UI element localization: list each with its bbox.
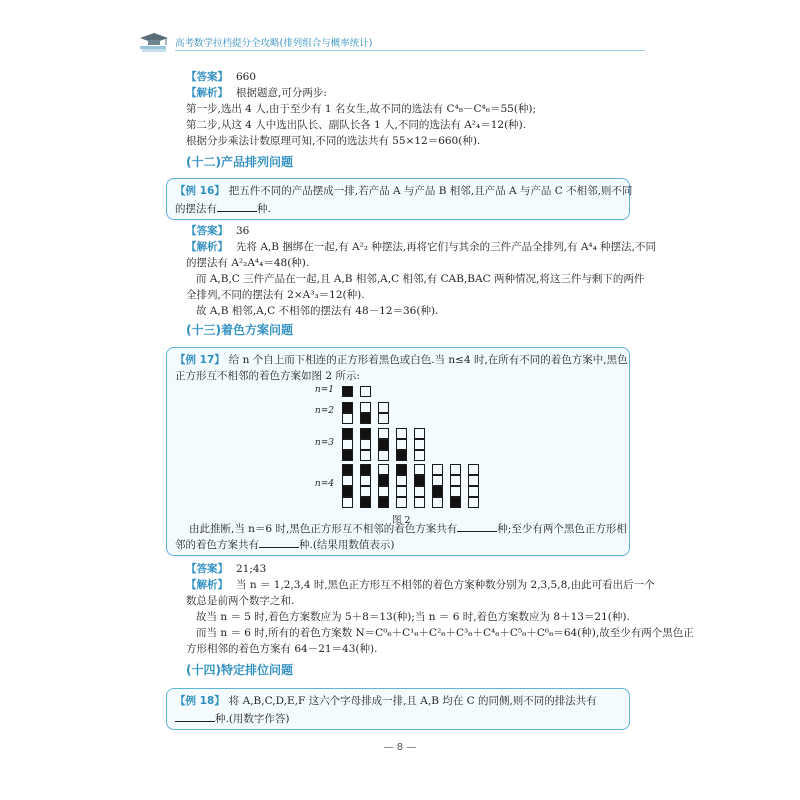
analysis-text: 故 A,B 相邻,A,C 不相邻的摆法有 48－12＝36(种).	[196, 305, 439, 317]
example-16-line1	[175, 184, 632, 199]
answer-tag: 【答案】	[186, 71, 228, 83]
row-label: n=2	[314, 406, 334, 416]
white-square	[378, 450, 389, 461]
answer-blank	[457, 520, 497, 532]
black-square	[378, 475, 389, 486]
example-16-text: 把五件不同的产品摆成一排,若产品 A 与产品 B 相邻,且产品 A 与产品 C 不相邻,则不同	[228, 185, 633, 197]
analysis-text: 故当 n ＝ 5 时,着色方案数应为 5＋8＝13(种);当 n ＝ 6 时,着色方案数应为 8＋13＝21(种).	[196, 611, 630, 623]
figure-caption: 图 2	[392, 515, 411, 526]
example-17-text: 给 n 个自上而下相连的正方形着黑色或白色.当 n≤4 时,在所有不同的着色方案中,黑色	[228, 354, 628, 366]
header-rule	[175, 50, 645, 51]
black-square	[342, 486, 353, 497]
analysis-text: 先将 A,B 捆绑在一起,有 A²₂ 种摆法,再将它们与其余的三件产品全排列,有 A⁴₄ 种摆法,不同	[236, 241, 657, 253]
white-square	[432, 497, 443, 508]
white-square	[342, 497, 353, 508]
example-17-line2: 正方形互不相邻的着色方案如图 2 所示:	[175, 370, 360, 382]
answer-value: 21;43	[236, 563, 267, 575]
white-square	[414, 486, 425, 497]
analysis-tag: 【解析】	[186, 579, 228, 591]
analysis-tag: 【解析】	[186, 241, 228, 253]
white-square	[450, 486, 461, 497]
white-square	[450, 475, 461, 486]
answer-blank	[259, 536, 299, 548]
answer-line-prev	[186, 70, 256, 85]
black-square	[342, 450, 353, 461]
analysis-text: 第二步,从这 4 人中选出队长、副队长各 1 人,不同的选法有 A²₄＝12(种).	[186, 119, 527, 131]
answer-blank	[175, 710, 215, 722]
section-title-13: (十三)着色方案问题	[186, 323, 293, 337]
black-square	[396, 464, 407, 475]
white-square	[360, 386, 371, 397]
analysis-text: 方形相邻的着色方案有 64－21＝43(种).	[186, 643, 378, 655]
analysis-text: 当 n ＝ 1,2,3,4 时,黑色正方形互不相邻的着色方案种数分别为 2,3,5,8,由此可看出后一个	[236, 579, 655, 591]
analysis-text: 而 A,B,C 三件产品在一起,且 A,B 相邻,A,C 相邻,有 CAB,BAC 两种情况,将这三件与剩下的两件	[196, 273, 645, 285]
example-17-text: 邻的着色方案共有	[175, 539, 259, 551]
white-square	[342, 413, 353, 424]
analysis-line-prev	[186, 86, 327, 101]
example-16-box	[166, 178, 633, 220]
graduation-cap-icon	[136, 30, 172, 54]
white-square	[378, 486, 389, 497]
white-square	[378, 402, 389, 413]
row-label: n=3	[314, 437, 334, 448]
example-17-tag: 【例 17】	[175, 354, 225, 366]
white-square	[450, 464, 461, 475]
example-17-text: 由此推断,当 n＝6 时,黑色正方形互不相邻的着色方案共有	[189, 523, 458, 535]
white-square	[414, 497, 425, 508]
white-square	[360, 439, 371, 450]
example-18-box	[166, 688, 630, 730]
black-square	[360, 428, 371, 439]
black-square	[360, 497, 371, 508]
example-17-text: 种;至少有两个黑色正方形相	[497, 523, 627, 535]
analysis-text: 根据题意,可分两步:	[236, 87, 327, 99]
white-square	[378, 428, 389, 439]
white-square	[360, 475, 371, 486]
white-square	[360, 402, 371, 413]
white-square	[432, 464, 443, 475]
answer-line-17	[186, 562, 266, 577]
example-18-tag: 【例 18】	[175, 695, 225, 707]
example-18-line1	[175, 694, 597, 709]
analysis-text: 而当 n ＝ 6 时,所有的着色方案数 N＝C⁰₆＋C¹₆＋C²₆＋C³₆＋C⁴₆＋C⁵₆＋C⁶₆＝64(种),故至少有两个黑色正	[196, 627, 694, 639]
example-18-line2	[175, 710, 290, 727]
white-square	[378, 413, 389, 424]
black-square	[378, 497, 389, 508]
white-square	[432, 475, 443, 486]
section-title-14: (十四)特定排位问题	[186, 663, 293, 677]
black-square	[396, 450, 407, 461]
example-18-text: 种.(用数字作答)	[215, 713, 290, 725]
white-square	[342, 475, 353, 486]
analysis-text: 根据分步乘法计数原理可知,不同的选法共有 55×12＝660(种).	[186, 135, 481, 147]
example-16-text: 的摆法有	[175, 203, 217, 215]
example-16-line2	[175, 200, 271, 217]
example-18-text: 将 A,B,C,D,E,F 这六个字母排成一排,且 A,B 均在 C 的同侧,则不同的排法共有	[228, 695, 597, 707]
example-17-text: 种.(结果用数值表示)	[299, 539, 395, 551]
white-square	[396, 428, 407, 439]
row-label: n=4	[314, 479, 334, 489]
analysis-text: 的摆法有 A²₂A⁴₄＝48(种).	[186, 257, 310, 269]
white-square	[414, 450, 425, 461]
white-square	[396, 475, 407, 486]
analysis-line-16	[186, 240, 656, 255]
white-square	[396, 486, 407, 497]
black-square	[360, 413, 371, 424]
white-square	[414, 428, 425, 439]
analysis-tag: 【解析】	[186, 87, 228, 99]
white-square	[396, 439, 407, 450]
black-square	[342, 402, 353, 413]
answer-line-16	[186, 224, 249, 239]
section-title-12: (十二)产品排列问题	[186, 155, 293, 169]
black-square	[342, 428, 353, 439]
black-square	[432, 486, 443, 497]
white-square	[468, 486, 479, 497]
white-square	[360, 486, 371, 497]
black-square	[360, 464, 371, 475]
white-square	[378, 464, 389, 475]
black-square	[414, 475, 425, 486]
white-square	[396, 497, 407, 508]
answer-blank	[217, 200, 257, 212]
row-label: n=1	[314, 384, 334, 395]
example-16-tag: 【例 16】	[175, 185, 225, 197]
example-16-text: 种.	[257, 203, 271, 215]
analysis-line-17	[186, 578, 655, 593]
black-square	[378, 439, 389, 450]
page-number: — 8 —	[383, 742, 417, 753]
example-17-line4	[175, 536, 395, 553]
black-square	[450, 497, 461, 508]
black-square	[342, 464, 353, 475]
analysis-text: 全排列,不同的摆法有 2×A³₃＝12(种).	[186, 289, 365, 301]
white-square	[468, 464, 479, 475]
answer-tag: 【答案】	[186, 225, 228, 237]
white-square	[360, 450, 371, 461]
answer-value: 660	[236, 71, 257, 83]
white-square	[468, 497, 479, 508]
white-square	[414, 439, 425, 450]
white-square	[468, 475, 479, 486]
header-title: 高考数学拉档提分全攻略(排列组合与概率统计)	[175, 38, 373, 49]
answer-tag: 【答案】	[186, 563, 228, 575]
analysis-text: 第一步,选出 4 人,由于至少有 1 名女生,故不同的选法有 C⁴₈－C⁴₆＝55(种);	[186, 103, 537, 115]
example-17-line1	[175, 353, 628, 368]
answer-value: 36	[236, 225, 250, 237]
black-square	[342, 386, 353, 397]
white-square	[342, 439, 353, 450]
white-square	[414, 464, 425, 475]
analysis-text: 数总是前两个数字之和.	[186, 595, 295, 607]
